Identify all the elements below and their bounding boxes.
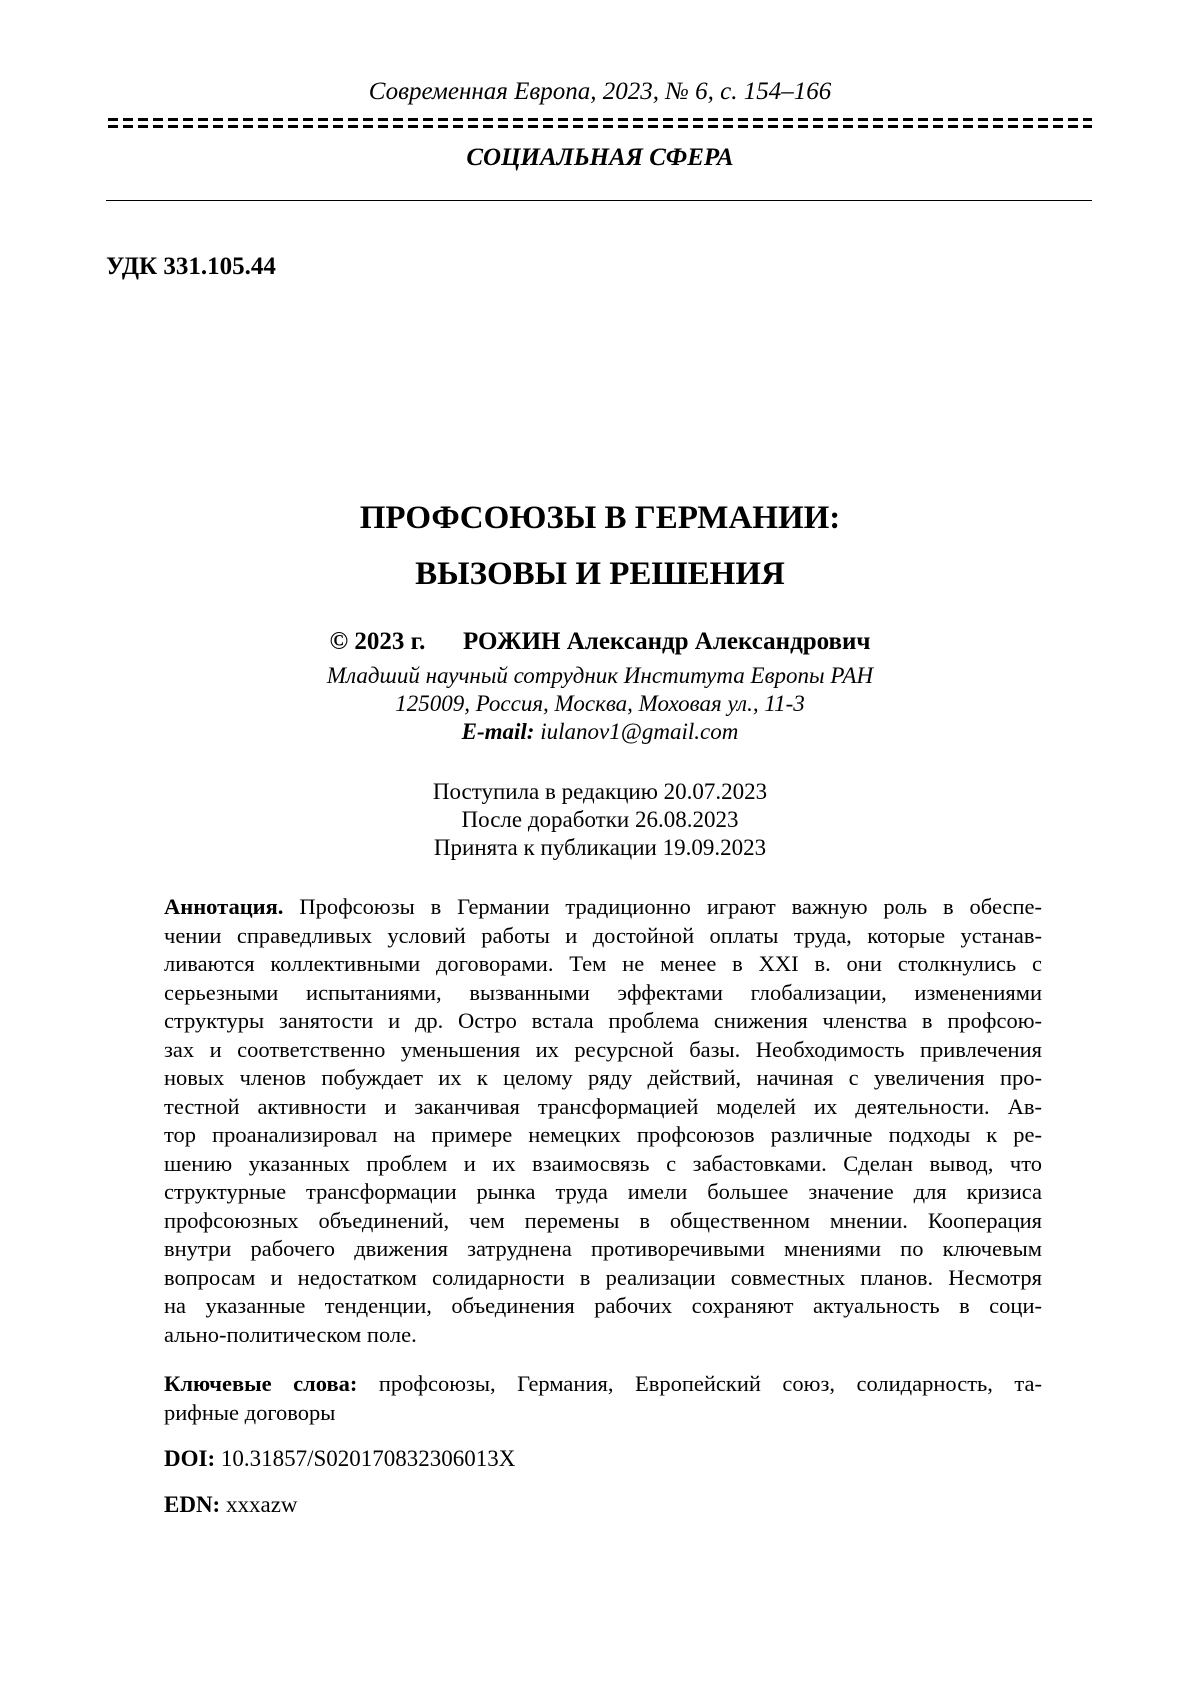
date-received: Поступила в редакцию 20.07.2023: [432, 779, 768, 804]
abstract-label: Аннотация.: [164, 894, 284, 919]
edn-value: xxxazw: [225, 1492, 298, 1517]
abstract-line: ально-политическом поле.: [164, 1321, 417, 1347]
abstract-line: серьезными испытаниями, вызванными эффектами глобализации, изменениями: [164, 979, 1042, 1005]
abstract-line: ливаются коллективными договорами. Тем не менее в XXI в. они столкнулись с: [164, 951, 1042, 976]
title-line-2: ВЫЗОВЫ И РЕШЕНИЯ: [415, 556, 785, 592]
title-line-1: ПРОФСОЮЗЫ В ГЕРМАНИИ:: [359, 500, 841, 536]
udk-code: УДК 331.105.44: [106, 253, 276, 280]
author-affiliation: [0, 662, 1200, 746]
author-name: РОЖИН Александр Александрович: [462, 628, 871, 655]
author-email-line: [0, 718, 1200, 746]
keywords-label: Ключевые слова:: [164, 1371, 358, 1396]
section-heading: СОЦИАЛЬНАЯ СФЕРА: [466, 144, 734, 171]
keywords-line: рифные договоры: [164, 1399, 336, 1425]
abstract-line: профсоюзных объединений, чем перемены в общественном мнении. Кооперация: [164, 1207, 1042, 1233]
author-line: [0, 628, 1200, 656]
doi-label: DOI:: [164, 1446, 216, 1471]
keywords: [164, 1370, 1042, 1427]
abstract-line: шению указанных проблем и их взаимосвязь с забастовками. Сделан вывод, что: [164, 1150, 1042, 1176]
double-dashed-rule: [108, 118, 1092, 130]
copyright-year: © 2023 г.: [329, 628, 426, 655]
keywords-line: Ключевые слова: профсоюзы, Германия, Европейский союз, солидарность, та-: [164, 1371, 1042, 1396]
abstract-line: чении справедливых условий работы и достойной оплаты труда, которые устанав-: [164, 922, 1042, 948]
article-title: [0, 490, 1200, 602]
edn-label: EDN:: [164, 1492, 221, 1517]
publication-dates: [0, 778, 1200, 862]
abstract-line: структурные трансформации рынка труда имели большее значение для кризиса: [164, 1179, 1042, 1204]
author-position: Младший научный сотрудник Института Европы РАН: [326, 663, 874, 688]
abstract-line: вопросам и недостатком солидарности в реализации совместных планов. Несмотря: [164, 1264, 1042, 1290]
date-accepted: Принята к публикации 19.09.2023: [433, 835, 767, 860]
date-revised: После доработки 26.08.2023: [461, 807, 739, 832]
abstract-line: структуры занятости и др. Остро встала проблема снижения членства в профсою-: [164, 1008, 1042, 1033]
abstract-line: тестной активности и заканчивая трансформацией моделей их деятельности. Ав-: [164, 1093, 1042, 1119]
section-rule: [106, 200, 1092, 201]
journal-citation: Современная Европа, 2023, № 6, с. 154–166: [368, 78, 832, 105]
abstract-line: внутри рабочего движения затруднена противоречивыми мнениями по ключевым: [164, 1236, 1042, 1261]
email-label: E-mail:: [461, 719, 535, 744]
abstract-line: зах и соответственно уменьшения их ресурсной базы. Необходимость привлечения: [164, 1036, 1042, 1062]
email-link[interactable]: iulanov1@gmail.com: [540, 719, 739, 744]
abstract-line: новых членов побуждает их к целому ряду действий, начиная с увеличения про-: [164, 1065, 1042, 1090]
abstract-line: тор проанализировал на примере немецких профсоюзов различные подходы к ре-: [164, 1122, 1042, 1147]
doi-value[interactable]: 10.31857/S020170832306013X: [220, 1446, 516, 1471]
doi-line: [164, 1446, 515, 1472]
abstract-line: на указанные тенденции, объединения рабочих сохраняют актуальность в соци-: [164, 1293, 1042, 1318]
abstract-line: Аннотация. Профсоюзы в Германии традиционно играют важную роль в обеспе-: [164, 894, 1042, 919]
abstract: [164, 893, 1042, 1349]
author-address: 125009, Россия, Москва, Моховая ул., 11-3: [395, 691, 805, 716]
edn-line: [164, 1492, 298, 1518]
